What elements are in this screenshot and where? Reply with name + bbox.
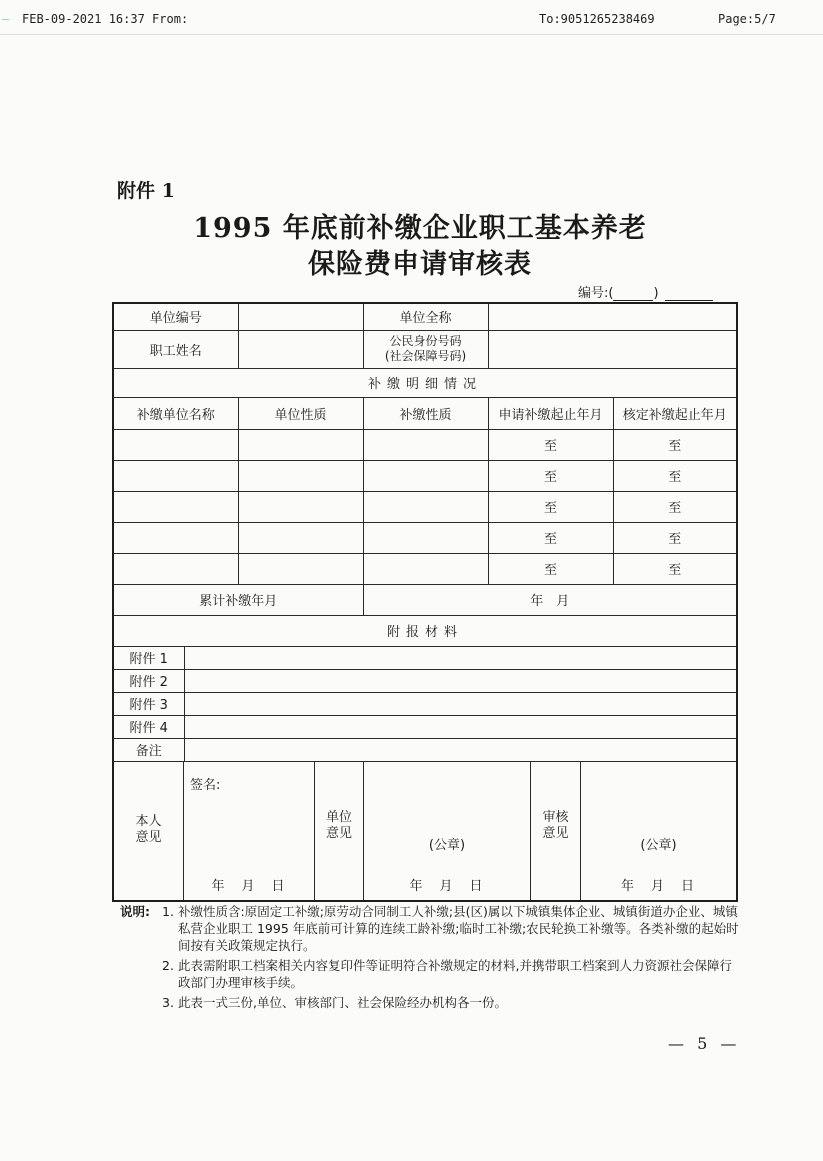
- attachments-section-header: 附报材料: [113, 615, 737, 646]
- cell-unit-nature[interactable]: [238, 491, 363, 522]
- cell-payment-nature[interactable]: [363, 429, 488, 460]
- unit-date: 年 月 日: [409, 878, 485, 894]
- cell-unit-nature[interactable]: [238, 553, 363, 584]
- label-attachment-3: 附件 3: [113, 692, 184, 715]
- col-header-approved-period: 核定补缴起止年月: [613, 397, 737, 429]
- label-unit-l1: 单位: [325, 809, 352, 825]
- cell-approved-period[interactable]: 至: [613, 429, 737, 460]
- self-date: 年 月 日: [211, 878, 287, 894]
- label-remarks: 备注: [113, 738, 184, 761]
- cell-unit-nature[interactable]: [238, 522, 363, 553]
- label-id-line2: (社会保障号码): [384, 349, 467, 363]
- label-id-line1: 公民身份号码: [389, 334, 462, 348]
- note-item: [120, 994, 740, 1011]
- cell-unit-nature[interactable]: [238, 460, 363, 491]
- cell-payment-nature[interactable]: [363, 522, 488, 553]
- label-unit-full-name: 单位全称: [363, 303, 488, 330]
- cell-apply-period[interactable]: 至: [488, 460, 613, 491]
- detail-section-header: 补缴明细情况: [113, 368, 737, 397]
- cell-unit-name[interactable]: [113, 553, 238, 584]
- label-attachment-4: 附件 4: [113, 715, 184, 738]
- label-attachment-2: 附件 2: [113, 669, 184, 692]
- cell-apply-period[interactable]: 至: [488, 491, 613, 522]
- label-audit-l1: 审核: [542, 809, 569, 825]
- field-attachment-3[interactable]: [184, 692, 737, 715]
- label-self-l1: 本人: [135, 813, 162, 829]
- col-header-payment-nature: 补缴性质: [363, 397, 488, 429]
- label-cumulative-period: 累计补缴年月: [113, 584, 363, 615]
- col-header-unit-name: 补缴单位名称: [113, 397, 238, 429]
- field-unit-number[interactable]: [238, 303, 363, 330]
- application-form-table: [112, 302, 738, 902]
- label-unit-opinion: [315, 810, 363, 842]
- cell-unit-name[interactable]: [113, 460, 238, 491]
- serial-blank[interactable]: [613, 288, 653, 301]
- field-attachment-4[interactable]: [184, 715, 737, 738]
- page-number: — 5 —: [668, 1034, 741, 1053]
- form-title-line2: 保险费申请审核表: [308, 249, 532, 280]
- label-id-number: [363, 330, 488, 368]
- label-unit-number: 单位编号: [113, 303, 238, 330]
- annex-label: 附件 1: [117, 180, 175, 202]
- fax-page: Page:5/7: [718, 12, 776, 26]
- label-audit-opinion: [531, 810, 580, 842]
- field-unit-full-name[interactable]: [488, 303, 737, 330]
- notes-heading: 说明:: [120, 904, 150, 919]
- cell-approved-period[interactable]: 至: [613, 522, 737, 553]
- field-unit-opinion[interactable]: [364, 762, 530, 900]
- label-attachment-1: 附件 1: [113, 646, 184, 669]
- cell-apply-period[interactable]: 至: [488, 522, 613, 553]
- audit-date: 年 月 日: [620, 878, 696, 894]
- note-number: 1.: [162, 904, 174, 919]
- form-title-line1: 1995 年底前补缴企业职工基本养老: [193, 213, 647, 244]
- note-text: 此表一式三份,单位、审核部门、社会保险经办机构各一份。: [178, 995, 507, 1010]
- label-self-l2: 意见: [135, 829, 162, 845]
- field-remarks[interactable]: [184, 738, 737, 761]
- field-attachment-2[interactable]: [184, 669, 737, 692]
- cell-approved-period[interactable]: 至: [613, 460, 737, 491]
- note-item: [120, 903, 740, 954]
- note-text: 补缴性质含:原固定工补缴;原劳动合同制工人补缴;县(区)属以下城镇集体企业、城镇街道办企业、城镇私营企业职工 1995 年底前可计算的连续工龄补缴;临时工补缴;农民轮换工补缴等。各类补缴的起始时间按有关政策规定执行。: [178, 904, 739, 953]
- field-id-number[interactable]: [488, 330, 737, 368]
- serial-number: [578, 282, 713, 301]
- audit-seal: (公章): [640, 837, 677, 853]
- cell-unit-nature[interactable]: [238, 429, 363, 460]
- notes-section: [120, 903, 740, 1011]
- cell-payment-nature[interactable]: [363, 491, 488, 522]
- serial-blank-2[interactable]: [665, 288, 713, 301]
- label-audit-l2: 意见: [542, 825, 569, 841]
- cell-unit-name[interactable]: [113, 429, 238, 460]
- cell-payment-nature[interactable]: [363, 553, 488, 584]
- note-item: [120, 957, 740, 991]
- fax-divider: [0, 34, 823, 35]
- field-self-opinion[interactable]: [184, 762, 314, 900]
- field-audit-opinion[interactable]: [581, 762, 736, 900]
- label-self-opinion: [114, 814, 183, 846]
- cell-payment-nature[interactable]: [363, 460, 488, 491]
- col-header-unit-nature: 单位性质: [238, 397, 363, 429]
- field-cumulative-period[interactable]: 年 月: [363, 584, 737, 615]
- cell-unit-name[interactable]: [113, 522, 238, 553]
- fax-to: To:9051265238469: [539, 12, 655, 26]
- cell-unit-name[interactable]: [113, 491, 238, 522]
- fax-header: [0, 12, 823, 32]
- field-staff-name[interactable]: [238, 330, 363, 368]
- fax-dash: —: [2, 12, 10, 26]
- serial-label: 编号:(: [578, 286, 614, 301]
- cell-approved-period[interactable]: 至: [613, 553, 737, 584]
- col-header-apply-period: 申请补缴起止年月: [488, 397, 613, 429]
- note-text: 此表需附职工档案相关内容复印件等证明符合补缴规定的材料,并携带职工档案到人力资源社会保障行政部门办理审核手续。: [178, 958, 732, 990]
- cell-apply-period[interactable]: 至: [488, 553, 613, 584]
- label-unit-l2: 意见: [325, 825, 352, 841]
- note-number: 3.: [162, 995, 174, 1010]
- opinion-section: [114, 762, 736, 900]
- field-attachment-1[interactable]: [184, 646, 737, 669]
- cell-approved-period[interactable]: 至: [613, 491, 737, 522]
- cell-apply-period[interactable]: 至: [488, 429, 613, 460]
- label-staff-name: 职工姓名: [113, 330, 238, 368]
- unit-seal: (公章): [428, 837, 466, 853]
- label-signature: 签名:: [190, 777, 221, 793]
- serial-close: ): [653, 286, 659, 301]
- fax-date-from: FEB-09-2021 16:37 From:: [22, 12, 189, 26]
- note-number: 2.: [162, 958, 174, 973]
